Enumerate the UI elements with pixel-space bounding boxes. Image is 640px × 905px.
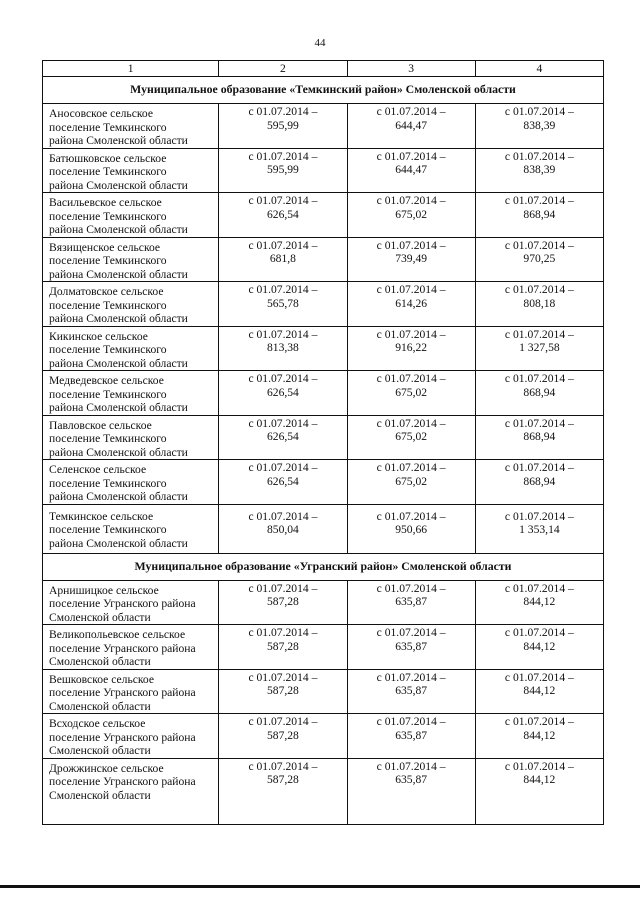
tariff-date: с 01.07.2014 – <box>376 372 446 385</box>
tariff-value-cell <box>475 714 603 759</box>
settlement-name-line: Арнишицкое сельское <box>49 583 159 597</box>
settlement-name-line: поселение Темкинского <box>49 343 167 356</box>
tariff-value-cell <box>219 714 347 759</box>
settlement-name-line: Всходское сельское <box>49 717 146 730</box>
tariff-value-cell <box>475 282 603 327</box>
table-row <box>43 282 604 327</box>
settlement-name-line: поселение Угранского района <box>49 686 196 699</box>
settlement-name-line: Долматовское сельское <box>49 285 164 298</box>
settlement-name-line: поселение Темкинского <box>49 476 167 490</box>
tariff-value-cell <box>475 460 603 505</box>
tariff-amount: 970,25 <box>523 252 556 265</box>
tariff-date: с 01.07.2014 – <box>376 715 446 728</box>
settlement-name-line: района Смоленской области <box>49 445 188 459</box>
tariff-amount: 635,87 <box>395 684 428 697</box>
settlement-name-line: Васильевское сельское <box>49 196 162 209</box>
settlement-name-line: Смоленской области <box>49 788 151 802</box>
tariff-date: с 01.07.2014 – <box>504 670 574 684</box>
settlement-name-line: Павловское сельское <box>49 418 152 432</box>
tariff-date: с 01.07.2014 – <box>376 238 446 252</box>
tariff-date: с 01.07.2014 – <box>248 238 318 252</box>
tariff-amount: 1 327,58 <box>519 341 560 354</box>
tariff-value-cell <box>347 504 475 553</box>
tariff-date: с 01.07.2014 – <box>248 283 318 296</box>
settlement-name-line: района Смоленской области <box>49 134 188 147</box>
settlement-name <box>43 758 219 824</box>
tariff-amount: 675,02 <box>395 474 428 488</box>
tariff-date: с 01.07.2014 – <box>504 327 574 341</box>
tariff-date: с 01.07.2014 – <box>376 105 446 118</box>
tariff-value-cell <box>475 758 603 824</box>
tariff-value-cell <box>347 104 475 149</box>
tariff-value-cell <box>219 625 347 670</box>
tariff-value-cell <box>475 415 603 460</box>
tariff-date: с 01.07.2014 – <box>248 715 318 728</box>
settlement-name-line: района Смоленской области <box>49 356 188 370</box>
table-row <box>43 625 604 670</box>
tariff-amount: 595,99 <box>266 163 299 176</box>
table-row <box>43 237 604 282</box>
settlement-name-line: поселение Угранского района <box>49 730 196 744</box>
table-row <box>43 193 604 238</box>
settlement-name <box>43 326 219 371</box>
tariff-amount: 565,78 <box>266 296 299 310</box>
tariff-date: с 01.07.2014 – <box>248 581 318 595</box>
tariff-date: с 01.07.2014 – <box>376 416 446 430</box>
tariff-value-cell <box>347 282 475 327</box>
settlement-name-line: Темкинское сельское <box>49 509 154 523</box>
settlement-name <box>43 237 219 282</box>
tariff-date: с 01.07.2014 – <box>248 149 318 163</box>
tariff-value-cell <box>475 669 603 714</box>
tariff-date: с 01.07.2014 – <box>376 327 446 341</box>
tariff-date: с 01.07.2014 – <box>504 283 574 296</box>
tariff-amount: 675,02 <box>395 385 428 399</box>
tariff-amount: 587,28 <box>266 684 299 697</box>
settlement-name-line: района Смоленской области <box>49 267 188 281</box>
tariff-date: с 01.07.2014 – <box>504 759 574 773</box>
settlement-name <box>43 193 219 238</box>
tariff-date: с 01.07.2014 – <box>504 509 574 523</box>
column-header-row <box>43 61 604 77</box>
settlement-name-line: района Смоленской области <box>49 223 188 236</box>
settlement-name-line: Смоленской области <box>49 744 151 757</box>
table-row <box>43 415 604 460</box>
tariff-value-cell <box>475 104 603 149</box>
tariff-amount: 868,94 <box>523 430 556 443</box>
tariff-value-cell <box>219 193 347 238</box>
tariff-date: с 01.07.2014 – <box>248 416 318 430</box>
tariff-value-cell <box>475 371 603 416</box>
table-row <box>43 371 604 416</box>
tariff-date: с 01.07.2014 – <box>504 105 574 118</box>
tariff-value-cell <box>219 282 347 327</box>
tariff-amount: 916,22 <box>395 341 428 354</box>
settlement-name <box>43 104 219 149</box>
tariff-date: с 01.07.2014 – <box>248 327 318 341</box>
settlement-name <box>43 282 219 327</box>
table-row <box>43 148 604 193</box>
tariff-amount: 626,54 <box>266 474 299 488</box>
tariff-date: с 01.07.2014 – <box>504 626 574 639</box>
settlement-name-line: района Смоленской области <box>49 490 188 503</box>
table-row <box>43 504 604 553</box>
tariff-value-cell <box>475 504 603 553</box>
tariff-amount: 644,47 <box>395 163 428 176</box>
tariff-date: с 01.07.2014 – <box>376 149 446 163</box>
tariff-value-cell <box>347 460 475 505</box>
tariff-amount: 838,39 <box>523 163 556 176</box>
column-header: 3 <box>347 61 475 77</box>
tariff-date: с 01.07.2014 – <box>376 670 446 684</box>
tariff-amount: 868,94 <box>523 474 556 488</box>
table-row <box>43 714 604 759</box>
settlement-name-line: поселение Темкинского <box>49 120 167 134</box>
tariff-date: с 01.07.2014 – <box>248 509 318 523</box>
tariff-date: с 01.07.2014 – <box>504 372 574 385</box>
table-row <box>43 580 604 625</box>
tariff-date: с 01.07.2014 – <box>504 194 574 207</box>
tariff-amount: 838,39 <box>523 118 556 132</box>
settlement-name-line: поселение Угранского района <box>49 775 196 788</box>
settlement-name <box>43 669 219 714</box>
tariff-amount: 850,04 <box>266 523 299 536</box>
tariff-amount: 675,02 <box>395 430 428 443</box>
tariff-amount: 635,87 <box>395 639 428 653</box>
section-header-row <box>43 77 604 104</box>
section-header-row <box>43 553 604 580</box>
tariff-date: с 01.07.2014 – <box>248 626 318 639</box>
tariff-value-cell <box>347 193 475 238</box>
settlement-name-line: Смоленской области <box>49 699 151 713</box>
tariff-amount: 635,87 <box>395 728 428 742</box>
tariff-amount: 595,99 <box>266 118 299 132</box>
settlement-name-line: Смоленской области <box>49 655 151 668</box>
tariff-amount: 1 353,14 <box>519 523 560 536</box>
tariff-date: с 01.07.2014 – <box>248 372 318 385</box>
page-number: 44 <box>314 37 326 49</box>
tariff-date: с 01.07.2014 – <box>504 238 574 252</box>
tariff-date: с 01.07.2014 – <box>504 416 574 430</box>
tariff-amount: 626,54 <box>266 207 299 221</box>
tariff-date: с 01.07.2014 – <box>504 581 574 595</box>
settlement-name-line: поселение Угранского района <box>49 641 196 655</box>
tariff-value-cell <box>475 148 603 193</box>
tariff-value-cell <box>475 237 603 282</box>
tariff-value-cell <box>475 193 603 238</box>
tariff-amount: 844,12 <box>523 728 556 742</box>
settlement-name-line: поселение Темкинского <box>49 432 167 445</box>
tariff-value-cell <box>347 625 475 670</box>
settlement-name-line: Великопольевское сельское <box>49 628 186 641</box>
settlement-name <box>43 580 219 625</box>
settlement-name-line: поселение Темкинского <box>49 523 167 536</box>
tariff-amount: 739,49 <box>395 252 428 265</box>
tariff-amount: 614,26 <box>395 296 428 310</box>
tariff-value-cell <box>219 580 347 625</box>
tariff-value-cell <box>219 669 347 714</box>
tariff-amount: 813,38 <box>266 341 299 354</box>
tariff-date: с 01.07.2014 – <box>248 105 318 118</box>
tariff-value-cell <box>347 669 475 714</box>
tariff-value-cell <box>219 326 347 371</box>
tariff-amount: 587,28 <box>266 728 299 742</box>
settlement-name <box>43 504 219 553</box>
tariff-value-cell <box>347 148 475 193</box>
settlement-name-line: Вязищенское сельское <box>49 240 161 254</box>
tariff-date: с 01.07.2014 – <box>376 509 446 523</box>
tariff-amount: 587,28 <box>266 595 299 608</box>
tariff-value-cell <box>475 580 603 625</box>
tariff-date: с 01.07.2014 – <box>376 194 446 207</box>
tariff-value-cell <box>219 148 347 193</box>
tariff-amount: 844,12 <box>523 595 556 608</box>
tariff-value-cell <box>219 237 347 282</box>
tariff-value-cell <box>347 237 475 282</box>
settlement-name <box>43 460 219 505</box>
tariff-value-cell <box>219 460 347 505</box>
section-title: Муниципальное образование «Темкинский район» Смоленской области <box>43 77 604 104</box>
tariff-value-cell <box>475 326 603 371</box>
table-row <box>43 460 604 505</box>
tariff-amount: 868,94 <box>523 385 556 399</box>
column-header: 2 <box>219 61 347 77</box>
settlement-name <box>43 625 219 670</box>
tariff-amount: 675,02 <box>395 207 428 221</box>
tariff-amount: 868,94 <box>523 207 556 221</box>
tariff-date: с 01.07.2014 – <box>248 194 318 207</box>
settlement-name-line: Смоленской области <box>49 610 151 624</box>
settlement-name <box>43 714 219 759</box>
tariff-value-cell <box>219 371 347 416</box>
settlement-name <box>43 148 219 193</box>
settlement-name-line: поселение Темкинского <box>49 298 167 312</box>
settlement-name-line: района Смоленской области <box>49 312 188 325</box>
settlement-name-line: района Смоленской области <box>49 536 188 550</box>
tariff-amount: 644,47 <box>395 118 428 132</box>
tariff-value-cell <box>219 415 347 460</box>
section-title: Муниципальное образование «Угранский район» Смоленской области <box>43 553 604 580</box>
tariff-date: с 01.07.2014 – <box>376 461 446 474</box>
tariff-date: с 01.07.2014 – <box>504 149 574 163</box>
table-row <box>43 758 604 824</box>
tariff-value-cell <box>347 714 475 759</box>
column-header: 1 <box>43 61 219 77</box>
tariff-value-cell <box>347 415 475 460</box>
tariff-amount: 844,12 <box>523 684 556 697</box>
settlement-name-line: Дрожжинское сельское <box>49 761 164 775</box>
settlement-name-line: Селенское сельское <box>49 463 147 476</box>
tariff-amount: 587,28 <box>266 639 299 653</box>
settlement-name-line: поселение Угранского района <box>49 597 196 610</box>
settlement-name-line: района Смоленской области <box>49 401 188 414</box>
settlement-name-line: Батюшковское сельское <box>49 151 167 165</box>
table-body <box>43 61 604 825</box>
settlement-name-line: поселение Темкинского <box>49 387 167 401</box>
tariff-date: с 01.07.2014 – <box>376 626 446 639</box>
tariff-amount: 808,18 <box>523 296 556 310</box>
tariff-value-cell <box>347 580 475 625</box>
tariff-amount: 950,66 <box>395 523 428 536</box>
settlement-name <box>43 415 219 460</box>
tariff-date: с 01.07.2014 – <box>248 461 318 474</box>
settlement-name-line: Медведевское сельское <box>49 374 164 387</box>
tariff-date: с 01.07.2014 – <box>248 670 318 684</box>
tariff-value-cell <box>347 326 475 371</box>
settlement-name-line: Вешковское сельское <box>49 672 155 686</box>
tariff-value-cell <box>347 758 475 824</box>
settlement-name-line: поселение Темкинского <box>49 165 167 178</box>
tariff-value-cell <box>475 625 603 670</box>
settlement-name-line: Кикинское сельское <box>49 329 148 343</box>
tariff-amount: 844,12 <box>523 773 556 786</box>
tariff-date: с 01.07.2014 – <box>248 759 318 773</box>
tariff-amount: 844,12 <box>523 639 556 653</box>
tariff-table <box>42 60 604 825</box>
table-row <box>43 326 604 371</box>
tariff-value-cell <box>219 104 347 149</box>
tariff-amount: 587,28 <box>266 773 299 786</box>
tariff-date: с 01.07.2014 – <box>376 283 446 296</box>
tariff-amount: 635,87 <box>395 773 428 786</box>
tariff-amount: 635,87 <box>395 595 428 608</box>
tariff-date: с 01.07.2014 – <box>376 581 446 595</box>
tariff-amount: 626,54 <box>266 385 299 399</box>
tariff-value-cell <box>219 504 347 553</box>
table-row <box>43 669 604 714</box>
tariff-value-cell <box>219 758 347 824</box>
settlement-name-line: района Смоленской области <box>49 178 188 192</box>
tariff-date: с 01.07.2014 – <box>504 461 574 474</box>
tariff-amount: 681,8 <box>269 252 296 265</box>
tariff-value-cell <box>347 371 475 416</box>
settlement-name <box>43 371 219 416</box>
tariff-date: с 01.07.2014 – <box>376 759 446 773</box>
settlement-name-line: Аносовское сельское <box>49 107 153 120</box>
column-header: 4 <box>475 61 603 77</box>
tariff-amount: 626,54 <box>266 430 299 443</box>
bottom-rule <box>0 885 640 888</box>
tariff-date: с 01.07.2014 – <box>504 715 574 728</box>
settlement-name-line: поселение Темкинского <box>49 254 167 267</box>
table-row <box>43 104 604 149</box>
settlement-name-line: поселение Темкинского <box>49 209 167 223</box>
